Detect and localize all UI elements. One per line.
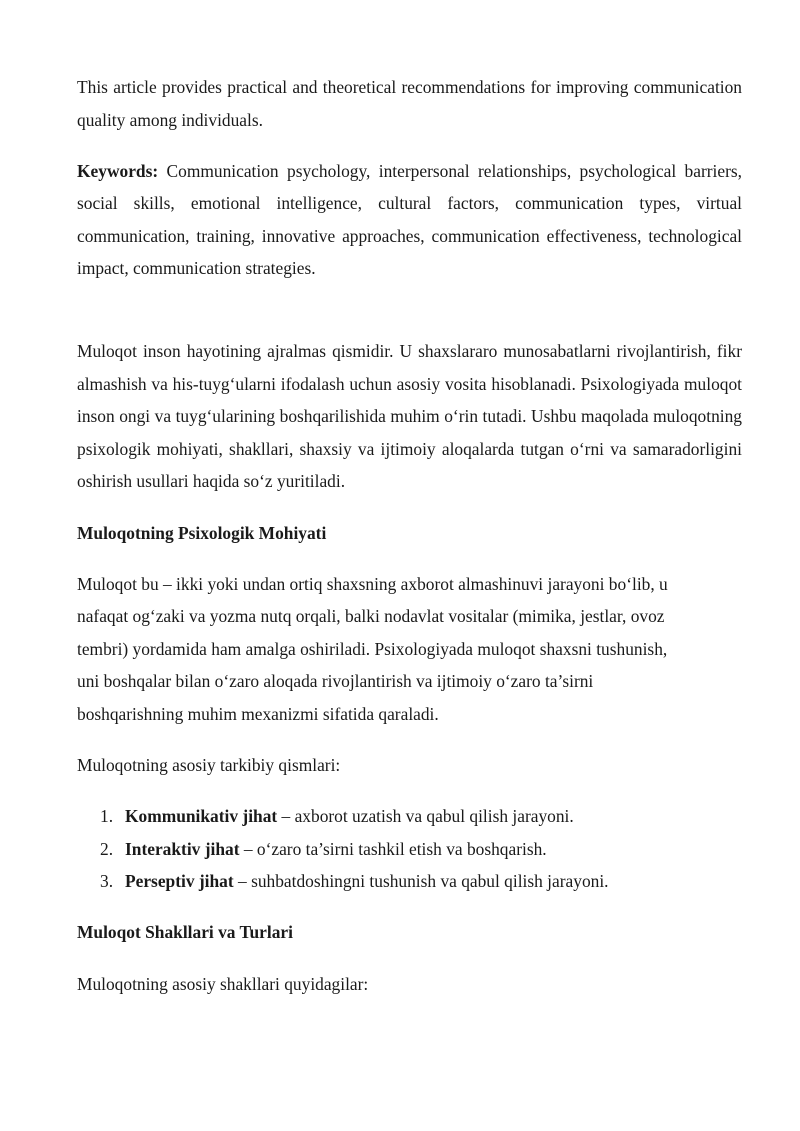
- abstract-paragraph: This article provides practical and theoretical recommendations for improving communication quality among individuals.: [77, 77, 742, 130]
- list-item-term: Perseptiv jihat: [125, 871, 234, 892]
- list-item-term: Interaktiv jihat: [125, 838, 240, 859]
- shakllari-intro: Muloqotning asosiy shakllari quyidagilar:: [77, 973, 369, 994]
- paragraph-line: boshqarishning muhim mexanizmi sifatida qaraladi.: [77, 704, 439, 724]
- intro-paragraph: Muloqot inson hayotining ajralmas qismidir. U shaxslararo munosabatlarni rivojlantirish, fikr almashish va his-tuyg‘ularni ifodalash uchun asosiy vosita hisoblanadi. Psixologiyada muloqot inson ongi va tuyg‘ularining boshqarilishida muhim o‘rin tutadi. Ushbu maqolada muloqotning psixologik mohiyati, shakllari, shaxsiy va ijtimoiy aloqalarda tutgan o‘rni va samaradorligini oshirish usullari haqida so‘z yuritiladi.: [77, 341, 742, 492]
- keywords-paragraph: [77, 155, 742, 285]
- components-list: [77, 800, 742, 898]
- section-spacer: [77, 285, 742, 335]
- document-page: [77, 71, 742, 1000]
- list-item-desc: – suhbatdoshingni tushunish va qabul qilish jarayoni.: [233, 871, 609, 892]
- paragraph-line: nafaqat og‘zaki va yozma nutq orqali, balki nodavlat vositalar (mimika, jestlar, ovoz: [77, 606, 665, 627]
- list-item: [77, 865, 742, 898]
- list-item: [77, 833, 742, 866]
- section-heading-mohiyati: Muloqotning Psixologik Mohiyati: [77, 522, 327, 543]
- list-item-term: Kommunikativ jihat: [125, 806, 278, 827]
- list-item-number: 1.: [100, 806, 114, 827]
- list-item-desc: – o‘zaro ta’sirni tashkil etish va boshqarish.: [239, 838, 547, 859]
- keywords-label: Keywords:: [77, 160, 159, 181]
- paragraph-line: uni boshqalar bilan o‘zaro aloqada rivojlantirish va ijtimoiy o‘zaro ta’sirni: [77, 671, 594, 692]
- paragraph-line: Muloqot bu – ikki yoki undan ortiq shaxsning axborot almashinuvi jarayoni bo‘lib, u: [77, 573, 668, 594]
- keywords-text: Communication psychology, interpersonal relationships, psychological barriers, social skills, emotional intelligence, cultural factors, communication types, virtual communication, training, innovative approaches, communication effectiveness, technological impact, communication strategies.: [77, 160, 742, 279]
- section-heading-shakllari: Muloqot Shakllari va Turlari: [77, 922, 293, 943]
- components-intro: Muloqotning asosiy tarkibiy qismlari:: [77, 755, 341, 776]
- list-item: [77, 800, 742, 833]
- mohiyati-paragraph: [77, 568, 742, 731]
- list-item-number: 2.: [100, 838, 114, 859]
- paragraph-line: tembri) yordamida ham amalga oshiriladi. Psixologiyada muloqot shaxsni tushunish,: [77, 638, 668, 659]
- list-item-number: 3.: [100, 871, 114, 892]
- list-item-desc: – axborot uzatish va qabul qilish jarayoni.: [277, 806, 574, 827]
